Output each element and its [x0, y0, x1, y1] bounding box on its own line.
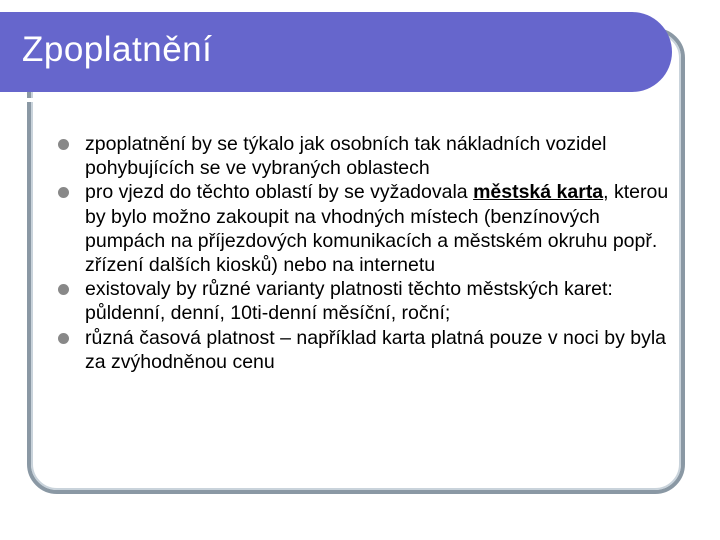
bullet-list [60, 132, 680, 374]
bullet-text-after: , kterou by bylo možno zakoupit na vhodných místech (benzínových pumpách na příjezdových komunikacích a městském okruhu popř. zřízení dalších kiosků) nebo na internetu [85, 181, 669, 277]
bullet-dot-icon [58, 187, 69, 198]
bullet-emphasis: městská karta [473, 181, 604, 204]
bullet-item [60, 277, 680, 325]
bullet-dot-icon [58, 139, 69, 150]
bullet-text: existovaly by různé varianty platnosti těchto městských karet: půldenní, denní, 10ti-denní měsíční, roční; [85, 278, 613, 325]
bullet-dot-icon [58, 333, 69, 344]
bullet-text-before: pro vjezd do těchto oblastí by se vyžadovala [85, 181, 474, 204]
bullet-item [60, 132, 680, 180]
bullet-text: zpoplatnění by se týkalo jak osobních tak nákladních vozidel pohybujících se ve vybraných oblastech [85, 133, 607, 180]
slide-title: Zpoplatnění [22, 30, 213, 69]
bullet-item [60, 326, 680, 374]
bullet-item [60, 180, 680, 277]
bullet-dot-icon [58, 284, 69, 295]
bullet-text: různá časová platnost – například karta platná pouze v noci by byla za zvýhodněnou cenu [85, 326, 667, 373]
